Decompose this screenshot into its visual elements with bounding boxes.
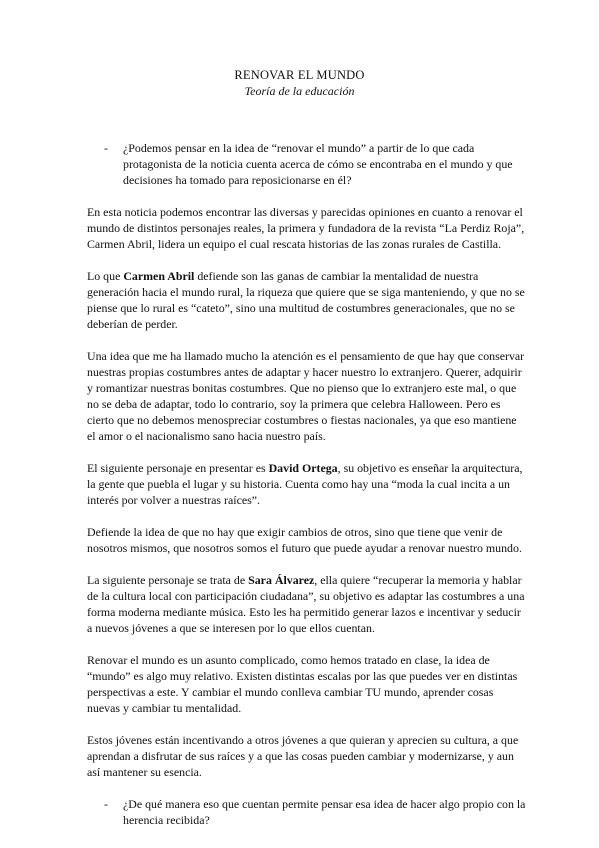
paragraph-5	[87, 524, 527, 556]
paragraph-text: Una idea que me ha llamado mucho la atención es el pensamiento de que hay que conservar nuestras propias costumbres antes de adaptar y hacer nuestro lo extranjero. Querer, adquirir y romantizar nuestras bonitas costumbres. Que no pienso que lo extranjero este mal, o que no se deba de adaptar, todo lo contrario, soy la primera que celebra Halloween. Pero es cierto que no debemos menospreciar costumbres o fiestas nacionales, ya que eso mantiene el amor o el nacionalismo sano hacia nuestro país.	[87, 349, 525, 443]
list-dash: -	[104, 141, 108, 155]
page-subtitle: Teoría de la educación	[244, 84, 355, 98]
paragraph-text: , su objetivo es enseñar la arquitectura, la gente que puebla el lugar y su historia. Cuenta como hay una “moda la cual incita a un interés por volver a nuestras raíces”.	[87, 461, 523, 507]
paragraph-text: La siguiente personaje se trata de	[87, 573, 249, 587]
paragraph-3	[87, 348, 527, 444]
paragraph-text: defiende son las ganas de cambiar la mentalidad de nuestra generación hacia el mundo rural, la riqueza que quiere que se siga manteniendo, y que no se piense que lo rural es “cateto”, sino una multitud de costumbres generacionales, que no se deberían de perder.	[87, 269, 525, 331]
paragraph-7	[87, 652, 527, 716]
question-1-text: ¿Podemos pensar en la idea de “renovar el mundo” a partir de lo que cada protagonista de la noticia cuenta acerca de cómo se encontraba en el mundo y que decisiones ha tomado para reposicionarse en él?	[123, 141, 513, 187]
question-1	[87, 140, 527, 188]
paragraph-1	[87, 204, 527, 252]
paragraph-bold-name: Carmen Abril	[123, 269, 195, 283]
paragraph-text: Lo que	[87, 269, 124, 283]
paragraph-text: El siguiente personaje en presentar es	[87, 461, 269, 475]
paragraph-2	[87, 268, 527, 332]
paragraph-text: , ella quiere “recuperar la memoria y hablar de la cultura local con participación ciudadana”, su objetivo es adaptar las costumbres a una forma moderna mediante música. Esto les ha permitido generar lazos e incentivar y seducir a nuevos jóvenes a que se interesen por lo que ellos cuentan.	[87, 573, 525, 635]
paragraph-bold-name: Sara Álvarez	[248, 573, 315, 587]
page-title: RENOVAR EL MUNDO	[234, 68, 365, 82]
paragraph-8	[87, 732, 527, 780]
paragraph-text: Estos jóvenes están incentivando a otros jóvenes a que quieran y aprecien su cultura, a que aprendan a disfrutar de sus raíces y a que las cosas pueden cambiar y modernizarse, y aun así mantener su esencia.	[87, 733, 519, 779]
paragraph-text: En esta noticia podemos encontrar las diversas y parecidas opiniones en cuanto a renovar el mundo de distintos personajes reales, la primera y fundadora de la revista “La Perdiz Roja”, Carmen Abril, lidera un equipo el cual rescata historias de las zonas rurales de Castilla.	[87, 205, 525, 251]
list-dash: -	[104, 797, 108, 811]
question-2-text: ¿De qué manera eso que cuentan permite pensar esa idea de hacer algo propio con la herencia recibida?	[123, 797, 526, 827]
paragraph-4	[87, 460, 527, 508]
paragraph-text: Defiende la idea de que no hay que exigir cambios de otros, sino que tiene que venir de nosotros mismos, que nosotros somos el futuro que puede ayudar a renovar nuestro mundo.	[87, 525, 522, 555]
paragraph-6	[87, 572, 527, 636]
paragraph-text: Renovar el mundo es un asunto complicado, como hemos tratado en clase, la idea de “mundo” es algo muy relativo. Existen distintas escalas por las que puedes ver en distintas perspectivas a este. Y cambiar el mundo conlleva cambiar TU mundo, aprender cosas nuevas y cambiar tu mentalidad.	[87, 653, 518, 715]
question-2	[87, 796, 527, 828]
paragraph-bold-name: David Ortega	[268, 461, 338, 475]
document-body	[87, 140, 527, 828]
